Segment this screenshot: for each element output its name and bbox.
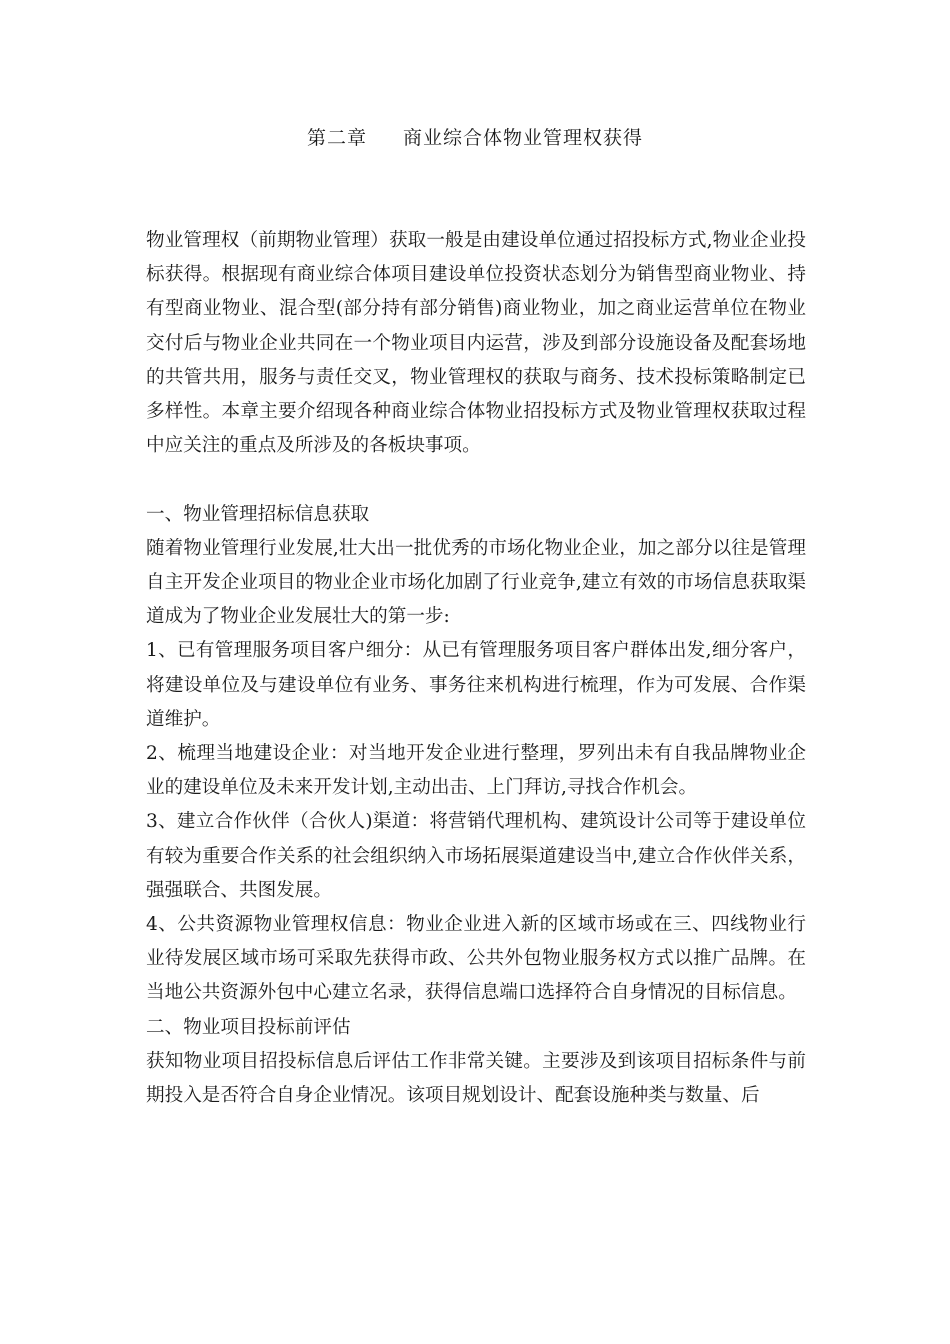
list-item-2: 2、梳理当地建设企业：对当地开发企业进行整理，罗列出未有自我品牌物业企业的建设单位及未来开发计划,主动出击、上门拜访,寻找合作机会。 [146, 743, 806, 799]
chapter-title: 商业综合体物业管理权获得 [403, 127, 644, 149]
intro-paragraph: 物业管理权（前期物业管理）获取一般是由建设单位通过招投标方式,物业企业投标获得。根据现有商业综合体项目建设单位投资状态划分为销售型商业物业、持有型商业物业、混合型(部分持有部分销售)商业物业，加之商业运营单位在物业交付后与物业企业共同在一个物业项目内运营，涉及到部分设施设备及配套场地的共管共用，服务与责任交叉，物业管理权的获取与商务、技术投标策略制定已多样性。本章主要介绍现各种商业综合体物业招投标方式及物业管理权获取过程中应关注的重点及所涉及的各板块事项。 [146, 230, 806, 457]
list-item-4: 4、公共资源物业管理权信息：物业企业进入新的区域市场或在三、四线物业行业待发展区域市场可采取先获得市政、公共外包物业服务权方式以推广品牌。在当地公共资源外包中心建立名录，获得信息端口选择符合自身情况的目标信息。 [146, 914, 806, 1004]
chapter-label: 第二章 [306, 127, 367, 149]
section-heading-2: 二、物业项目投标前评估 [146, 1016, 351, 1038]
chapter-heading [0, 124, 950, 152]
list-item-3: 3、建立合作伙伴（合伙人)渠道：将营销代理机构、建筑设计公司等于建设单位有较为重要合作关系的社会组织纳入市场拓展渠道建设当中,建立合作伙伴关系，强强联合、共图发展。 [146, 811, 806, 901]
paragraph: 获知物业项目招投标信息后评估工作非常关键。主要涉及到该项目招标条件与前期投入是否符合自身企业情况。该项目规划设计、配套设施种类与数量、后 [146, 1050, 806, 1107]
paragraph: 随着物业管理行业发展,壮大出一批优秀的市场化物业企业，加之部分以往是管理自主开发企业项目的物业企业市场化加剧了行业竞争,建立有效的市场信息获取渠道成为了物业企业发展壮大的第一步: [146, 537, 806, 628]
body-text [146, 224, 806, 1113]
section-heading-1: 一、物业管理招标信息获取 [146, 503, 370, 525]
list-item-1: 1、已有管理服务项目客户细分：从已有管理服务项目客户群体出发,细分客户，将建设单位及与建设单位有业务、事务往来机构进行梳理，作为可发展、合作渠道维护。 [146, 640, 806, 730]
